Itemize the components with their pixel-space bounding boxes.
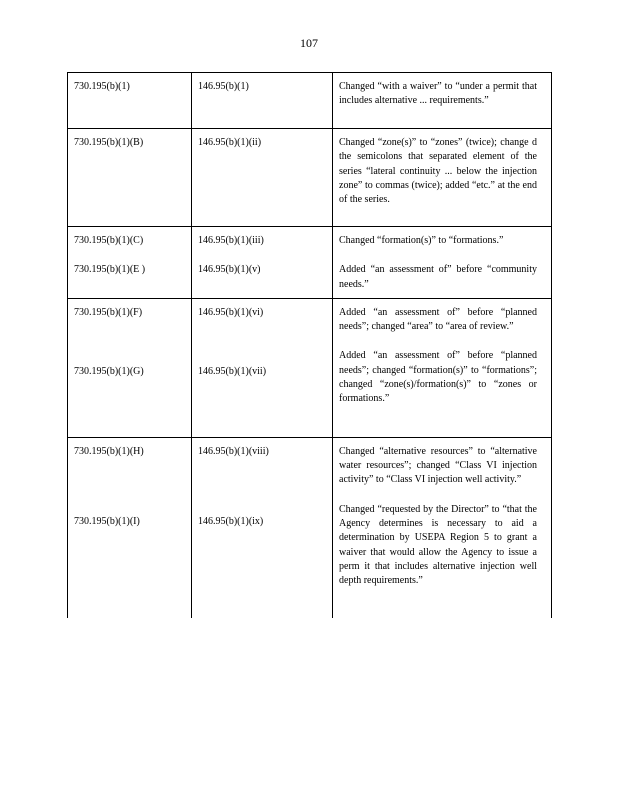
section-cell xyxy=(68,227,192,299)
change-cell xyxy=(333,227,552,299)
change-description: Changed “zone(s)” to “zones” (twice); change d the semicolons that separated element of the series “lateral continuity ... below the injection zone” to commas (twice); added “etc.” at the end of the series. xyxy=(339,137,537,206)
cfr-reference: 146.95(b)(1)(v) xyxy=(198,264,261,276)
table-row xyxy=(68,129,552,227)
section-reference: 730.195(b)(1)(C) xyxy=(74,235,144,246)
cfr-cell xyxy=(192,73,333,129)
cfr-reference: 146.95(b)(1) xyxy=(198,81,249,92)
table-row xyxy=(68,298,552,437)
change-description: Changed “formation(s)” to “formations.” xyxy=(339,235,504,246)
section-cell xyxy=(68,129,192,227)
section-cell xyxy=(68,298,192,437)
cfr-reference: 146.95(b)(1)(viii) xyxy=(198,445,269,457)
change-description: Added “an assessment of” before “planned needs”; changed “formation(s)” to “formations”; changed “zone(s)/formation(s)” to “zones or formations.” xyxy=(339,350,537,405)
section-reference: 730.195(b)(1)(I) xyxy=(74,516,140,528)
section-reference: 730.195(b)(1)(B) xyxy=(74,137,144,148)
section-reference: 730.195(b)(1)(H) xyxy=(74,445,144,457)
section-cell xyxy=(68,437,192,618)
cfr-reference: 146.95(b)(1)(iii) xyxy=(198,235,264,246)
change-cell xyxy=(333,437,552,618)
section-reference: 730.195(b)(1)(F) xyxy=(74,306,143,318)
section-reference: 730.195(b)(1) xyxy=(74,81,130,92)
cfr-cell xyxy=(192,227,333,299)
cfr-cell xyxy=(192,129,333,227)
cfr-reference: 146.95(b)(1)(vi) xyxy=(198,306,264,318)
cfr-reference: 146.95(b)(1)(ix) xyxy=(198,516,264,528)
cfr-reference: 146.95(b)(1)(ii) xyxy=(198,137,262,148)
change-cell xyxy=(333,129,552,227)
cfr-reference: 146.95(b)(1)(vii) xyxy=(198,366,267,378)
change-description: Added “an assessment of” before “community needs.” xyxy=(339,264,537,290)
change-description: Changed “with a waiver” to “under a permit that includes alternative ... requirements.” xyxy=(339,81,537,107)
table-row xyxy=(68,227,552,299)
change-cell xyxy=(333,298,552,437)
amendments-table xyxy=(67,72,552,618)
change-description: Changed “requested by the Director” to “that the Agency determines is necessary to aid a determination by USEPA Region 5 to grant a waiver that would allow the Agency to issue a perm it that includes alternative injection well depth requirements.” xyxy=(339,503,537,587)
cfr-cell xyxy=(192,298,333,437)
change-cell xyxy=(333,73,552,129)
table-row xyxy=(68,437,552,618)
table-row xyxy=(68,73,552,129)
change-description: Changed “alternative resources” to “alternative water resources”; changed “Class VI injection activity” to “Class VI injection well activity.” xyxy=(339,445,537,486)
cfr-cell xyxy=(192,437,333,618)
section-reference: 730.195(b)(1)(G) xyxy=(74,366,144,378)
section-cell xyxy=(68,73,192,129)
page-number: 107 xyxy=(300,36,318,50)
section-reference: 730.195(b)(1)(E ) xyxy=(74,264,146,276)
change-description: Added “an assessment of” before “planned needs”; changed “area” to “area of review.” xyxy=(339,306,537,333)
